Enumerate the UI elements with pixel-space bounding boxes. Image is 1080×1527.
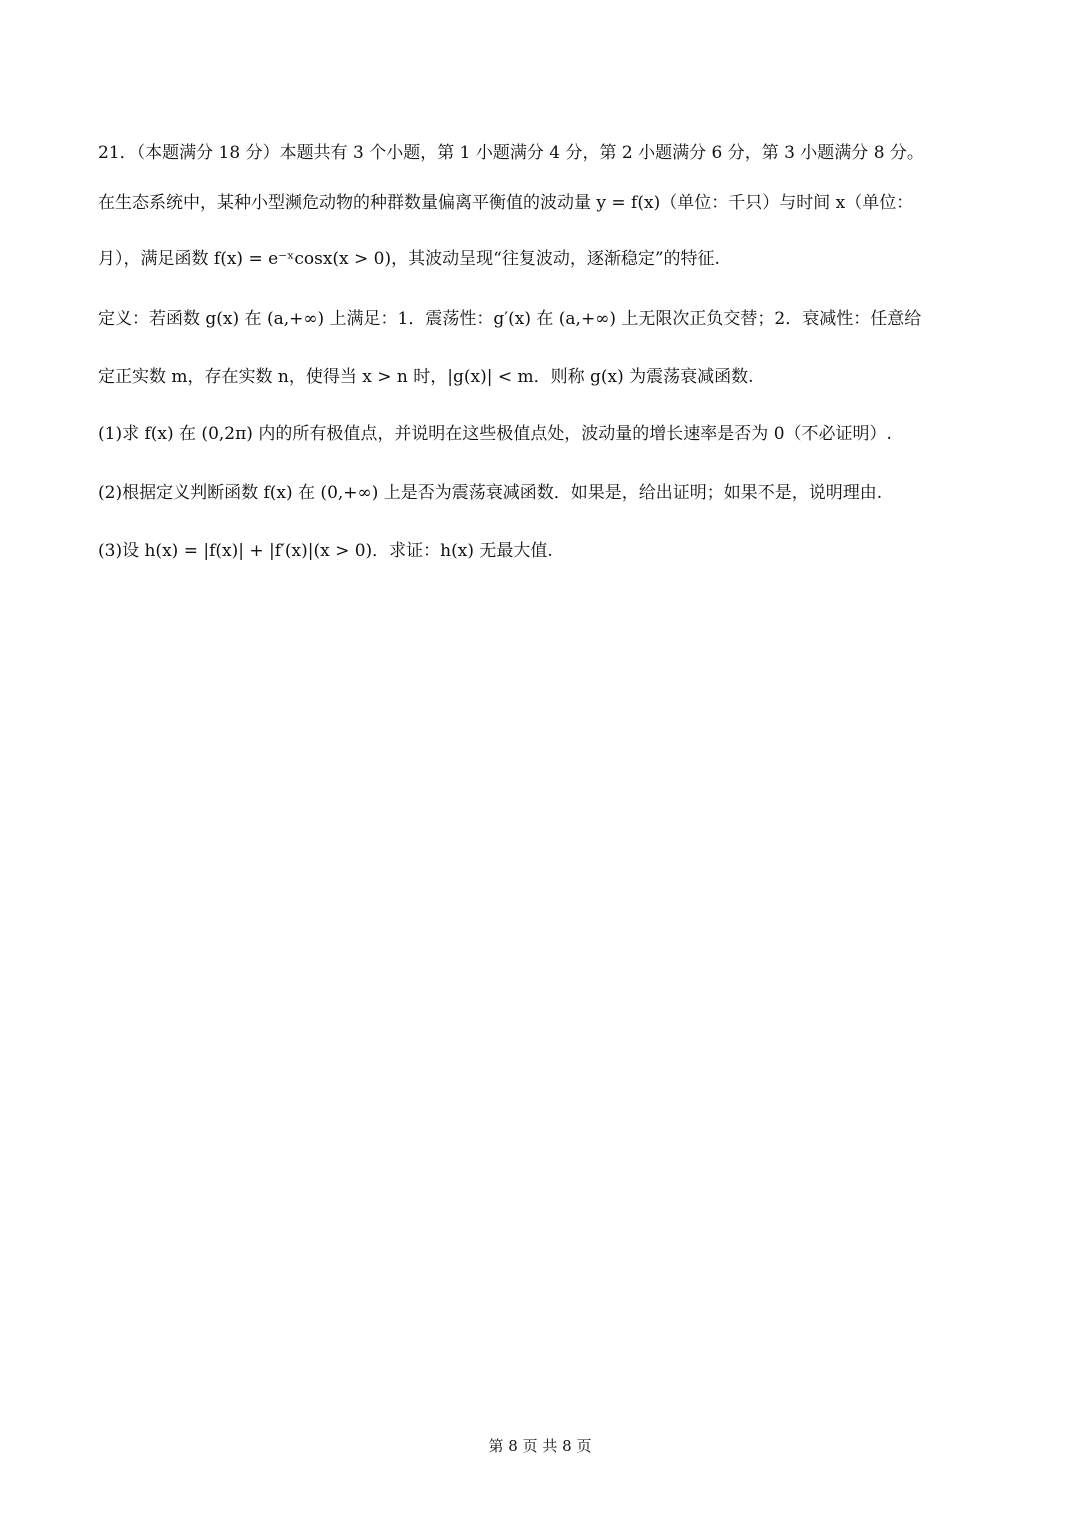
definition-line-1: 定义：若函数 g(x) 在 (a,+∞) 上满足：1．震荡性：g′(x) 在 (a,+∞) 上无限次正负交替；2．衰减性：任意给 xyxy=(98,309,922,329)
question-intro-line-1: 在生态系统中，某种小型濒危动物的种群数量偏离平衡值的波动量 y = f(x)（单位：千只）与时间 x（单位： xyxy=(98,193,914,213)
page-number: 第 8 页 共 8 页 xyxy=(488,1437,592,1455)
definition-line-2: 定正实数 m，存在实数 n，使得当 x > n 时，|g(x)| < m．则称 g(x) 为震荡衰减函数. xyxy=(98,367,754,387)
part-1-text: (1)求 f(x) 在 (0,2π) 内的所有极值点，并说明在这些极值点处，波动量的增长速率是否为 0（不必证明）. xyxy=(98,424,892,444)
part-3-text: (3)设 h(x) = |f(x)| + |f′(x)|(x > 0)．求证：h(x) 无最大值. xyxy=(98,541,553,561)
question-intro-line-2: 月），满足函数 f(x) = e⁻ˣcosx(x > 0)，其波动呈现“往复波动，逐渐稳定”的特征. xyxy=(98,249,720,269)
question-header: 21．（本题满分 18 分）本题共有 3 个小题，第 1 小题满分 4 分，第 2 小题满分 6 分，第 3 小题满分 8 分。 xyxy=(98,143,924,163)
part-2-text: (2)根据定义判断函数 f(x) 在 (0,+∞) 上是否为震荡衰减函数．如果是，给出证明；如果不是，说明理由. xyxy=(98,483,883,503)
